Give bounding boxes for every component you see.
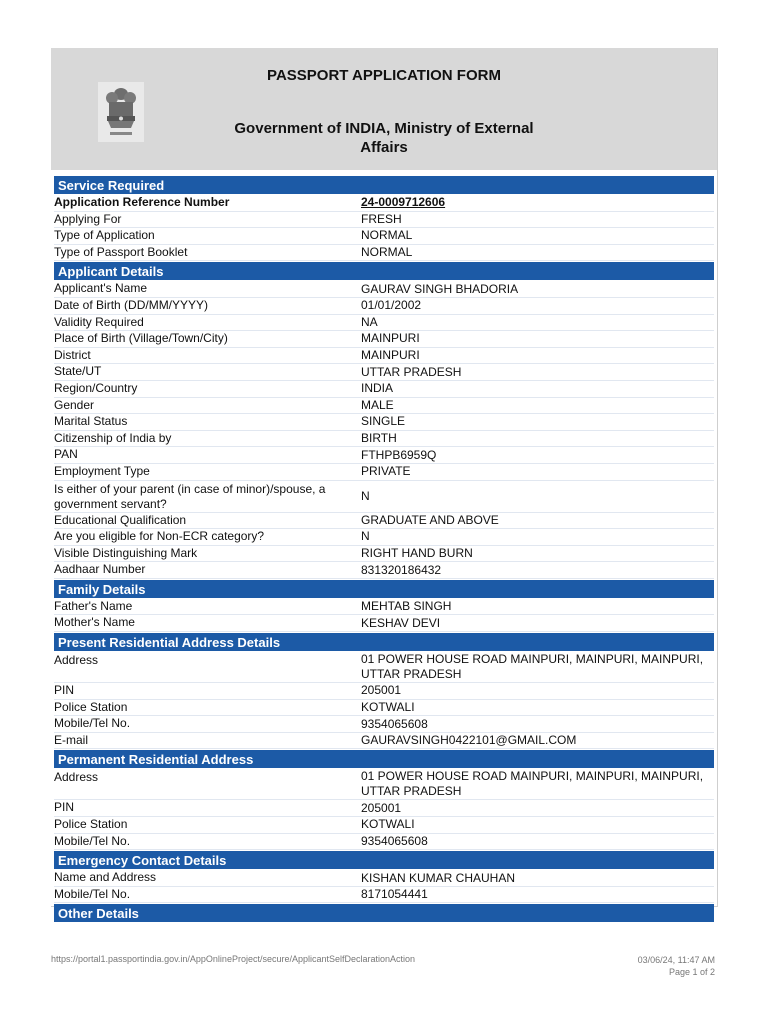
field-value: 01/01/2002	[361, 298, 422, 313]
field-label: Applying For	[54, 211, 122, 226]
field-label: PAN	[54, 447, 78, 462]
section-header: Family Details	[54, 579, 714, 599]
field-value: MAINPURI	[361, 331, 420, 346]
field-value: GRADUATE AND ABOVE	[361, 512, 499, 527]
table-row	[54, 331, 714, 348]
table-row	[54, 212, 714, 229]
table-row	[54, 481, 714, 513]
footer-url: https://portal1.passportindia.gov.in/AppOnlineProject/secure/ApplicantSelfDeclarationAction	[51, 954, 416, 964]
field-label: Father's Name	[54, 598, 133, 613]
field-value: MEHTAB SINGH	[361, 599, 452, 614]
table-row	[54, 716, 714, 733]
table-row	[54, 464, 714, 481]
table-row	[54, 348, 714, 365]
table-row	[54, 315, 714, 332]
field-value: FRESH	[361, 211, 402, 226]
field-value: UTTAR PRADESH	[361, 364, 462, 379]
table-row	[54, 298, 714, 315]
field-label: Visible Distinguishing Mark	[54, 545, 198, 560]
field-label: State/UT	[54, 364, 102, 379]
table-row	[54, 195, 714, 212]
field-label: Mother's Name	[54, 615, 135, 630]
table-row	[54, 733, 714, 750]
field-value: INDIA	[361, 381, 394, 396]
field-label: Gender	[54, 397, 95, 412]
table-row	[54, 281, 714, 298]
section-header: Applicant Details	[54, 261, 714, 281]
table-row	[54, 414, 714, 431]
field-label: E-mail	[54, 732, 89, 747]
field-label: Application Reference Number	[54, 195, 230, 209]
field-label: Citizenship of India by	[54, 430, 172, 445]
table-row	[54, 834, 714, 851]
field-value: MAINPURI	[361, 348, 420, 363]
table-row	[54, 700, 714, 717]
field-value: 9354065608	[361, 716, 428, 731]
field-value: 205001	[361, 800, 402, 815]
form-sections	[54, 175, 714, 923]
field-label: Type of Passport Booklet	[54, 244, 188, 259]
table-row	[54, 364, 714, 381]
table-row	[54, 431, 714, 448]
table-row	[54, 652, 714, 683]
field-label: Mobile/Tel No.	[54, 833, 131, 848]
footer-meta	[638, 954, 715, 978]
field-value: 831320186432	[361, 562, 442, 577]
field-label: Marital Status	[54, 414, 128, 429]
field-label: Address	[54, 770, 99, 785]
table-row	[54, 817, 714, 834]
field-value: N	[361, 529, 370, 544]
field-label: Are you eligible for Non-ECR category?	[54, 529, 265, 544]
section-header: Service Required	[54, 175, 714, 195]
field-label: Employment Type	[54, 463, 150, 478]
field-label: Type of Application	[54, 228, 155, 243]
section-header: Emergency Contact Details	[54, 850, 714, 870]
table-row	[54, 529, 714, 546]
section-header: Permanent Residential Address	[54, 749, 714, 769]
table-row	[54, 513, 714, 530]
field-value: 01 POWER HOUSE ROAD MAINPURI, MAINPURI, MAINPURI, UTTAR PRADESH	[361, 652, 704, 682]
table-row	[54, 381, 714, 398]
table-row	[54, 447, 714, 464]
field-label: Region/Country	[54, 380, 138, 395]
field-value: SINGLE	[361, 414, 406, 429]
table-row	[54, 398, 714, 415]
field-value: NA	[361, 314, 378, 329]
field-label: Mobile/Tel No.	[54, 716, 131, 731]
field-label: Date of Birth (DD/MM/YYYY)	[54, 297, 209, 312]
field-label: Mobile/Tel No.	[54, 886, 131, 901]
field-value: 01 POWER HOUSE ROAD MAINPURI, MAINPURI, MAINPURI, UTTAR PRADESH	[361, 769, 704, 799]
field-value: RIGHT HAND BURN	[361, 545, 473, 560]
field-label: Validity Required	[54, 314, 144, 329]
field-label: Address	[54, 653, 99, 668]
ashoka-emblem-icon	[98, 82, 144, 142]
table-row	[54, 800, 714, 817]
table-row	[54, 769, 714, 800]
section-header: Other Details	[54, 903, 714, 923]
form-page	[51, 48, 718, 922]
field-label: Educational Qualification	[54, 512, 187, 527]
table-row	[54, 870, 714, 887]
field-label: Name and Address	[54, 870, 157, 885]
footer-timestamp: 03/06/24, 11:47 AM	[637, 955, 715, 965]
field-value: MALE	[361, 397, 394, 412]
field-value: KISHAN KUMAR CHAUHAN	[361, 870, 516, 885]
field-label: PIN	[54, 683, 75, 698]
table-row	[54, 245, 714, 262]
field-value: NORMAL	[361, 228, 413, 243]
field-value: FTHPB6959Q	[361, 447, 437, 462]
field-label: District	[54, 347, 91, 362]
field-value: N	[361, 488, 370, 503]
form-title: PASSPORT APPLICATION FORM	[267, 67, 501, 84]
section-header: Present Residential Address Details	[54, 632, 714, 652]
field-label: Aadhaar Number	[54, 562, 146, 577]
field-label: Police Station	[54, 699, 128, 714]
table-row	[54, 599, 714, 616]
form-header	[51, 48, 717, 170]
field-value: BIRTH	[361, 431, 397, 446]
field-value: NORMAL	[361, 245, 413, 260]
field-label: Place of Birth (Village/Town/City)	[54, 331, 228, 346]
table-row	[54, 887, 714, 904]
table-row	[54, 546, 714, 563]
field-value: 9354065608	[361, 833, 428, 848]
field-value: KOTWALI	[361, 699, 415, 714]
field-value: GAURAV SINGH BHADORIA	[361, 281, 519, 296]
field-label: PIN	[54, 800, 75, 815]
field-label: Is either of your parent (in case of minor)/spouse, a government servant?	[54, 481, 326, 511]
table-row	[54, 228, 714, 245]
field-value: 24-0009712606	[361, 195, 446, 210]
field-label: Applicant's Name	[54, 281, 147, 296]
field-label: Police Station	[54, 817, 128, 832]
field-value: 205001	[361, 683, 402, 698]
government-title: Government of INDIA, Ministry of External Affairs	[234, 120, 534, 156]
table-row	[54, 562, 714, 579]
field-value: KESHAV DEVI	[361, 615, 441, 630]
field-value: GAURAVSINGH0422101@GMAIL.COM	[361, 733, 577, 748]
field-value: KOTWALI	[361, 817, 415, 832]
footer-page-number: Page 1 of 2	[668, 967, 715, 977]
table-row	[54, 683, 714, 700]
field-value: 8171054441	[361, 887, 428, 902]
field-value: PRIVATE	[361, 464, 411, 479]
table-row	[54, 615, 714, 632]
